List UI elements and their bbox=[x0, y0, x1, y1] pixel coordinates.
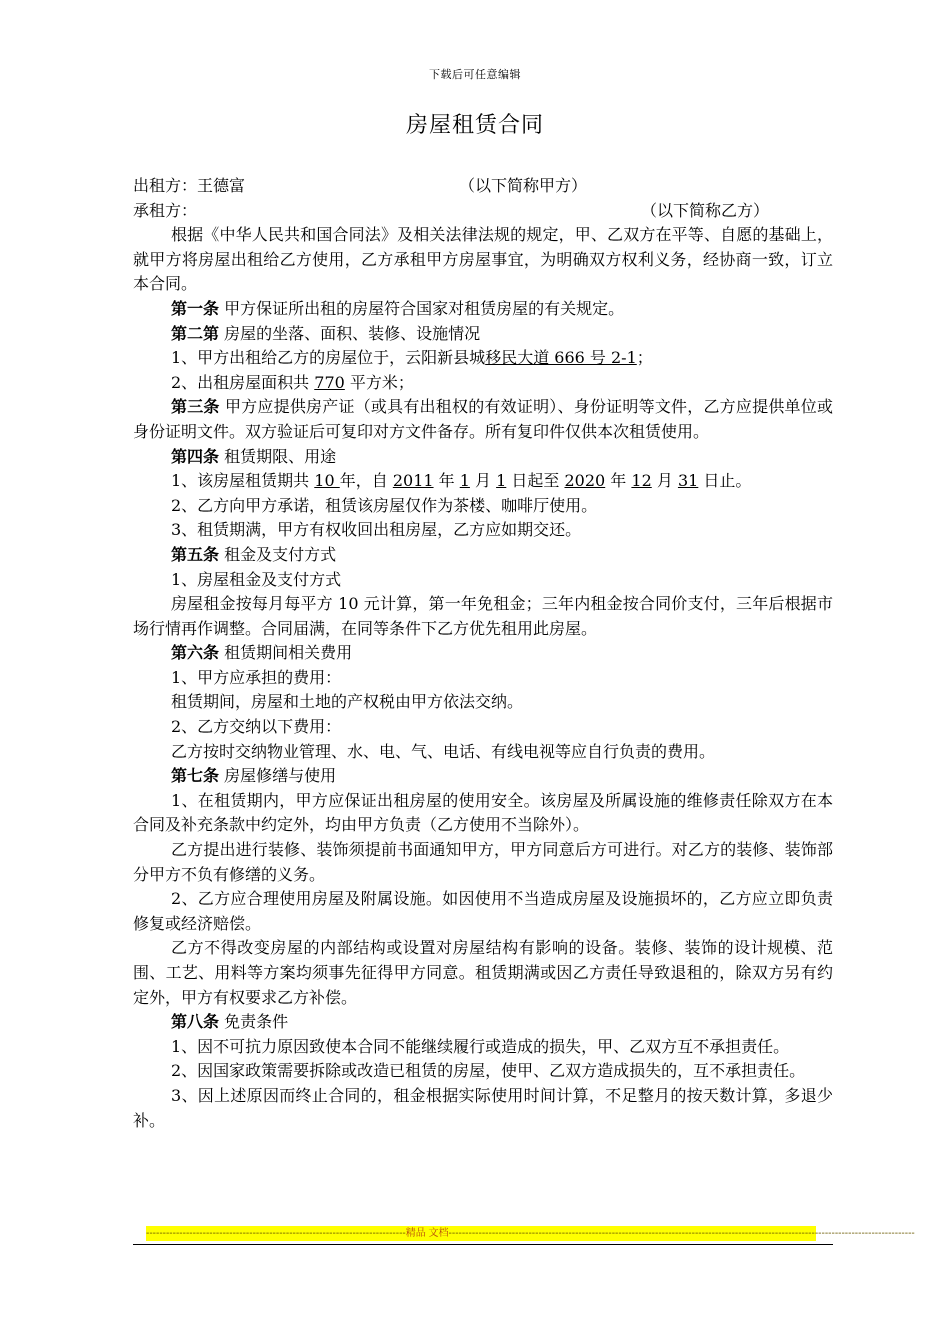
location-prefix: 1、甲方出租给乙方的房屋位于，云阳新县城 bbox=[171, 348, 486, 368]
article-4-item-3: 3、租赁期满，甲方有权收回出租房屋，乙方应如期交还。 bbox=[171, 520, 582, 540]
footer-dashes-left: ------------------------------------------------------------------------------ bbox=[146, 1228, 406, 1239]
article-6-text: 租赁期间相关费用 bbox=[219, 643, 353, 663]
article-8-paragraph-2: 2、因国家政策需要拆除或改造已租赁的房屋，使甲、乙双方造成损失的，互不承担责任。 bbox=[171, 1061, 806, 1081]
article-6-item-1: 1、甲方应承担的费用： bbox=[171, 667, 342, 687]
party-a-line bbox=[133, 174, 833, 199]
article-6-item-2-body: 乙方按时交纳物业管理、水、电、气、电话、有线电视等应自行负责的费用。 bbox=[171, 741, 716, 761]
start-year: 2011 bbox=[392, 471, 434, 491]
term-years-unit: 年，自 bbox=[339, 471, 393, 491]
article-3-heading: 第三条 bbox=[171, 397, 220, 417]
location-suffix: ； bbox=[636, 348, 653, 368]
article-1-heading: 第一条 bbox=[171, 298, 220, 318]
article-4-heading: 第四条 bbox=[171, 446, 220, 466]
start-day: 1 bbox=[496, 471, 507, 491]
article-7-paragraph-1: 1、在租赁期内，甲方应保证出租房屋的使用安全。该房屋及所属设施的维修责任除双方在本合同及补充条款中约定外，均由甲方负责（乙方使用不当除外）。 bbox=[133, 790, 833, 835]
start-month-unit: 月 bbox=[469, 471, 497, 491]
party-b-label: 承租方： bbox=[133, 200, 198, 220]
start-day-unit: 日起至 bbox=[506, 471, 565, 491]
end-year-unit: 年 bbox=[605, 471, 632, 491]
article-5-item-1: 1、房屋租金及支付方式 bbox=[171, 569, 342, 589]
end-month: 12 bbox=[631, 471, 652, 491]
article-6-item-2: 2、乙方交纳以下费用： bbox=[171, 717, 342, 737]
area-prefix: 2、出租房屋面积共 bbox=[171, 372, 315, 392]
term-years: 10 bbox=[314, 471, 340, 491]
contract-body bbox=[133, 174, 833, 1133]
article-6-heading: 第六条 bbox=[171, 643, 220, 663]
article-8 bbox=[133, 1010, 833, 1035]
article-7-paragraph-3: 2、乙方应合理使用房屋及附属设施。如因使用不当造成房屋及设施损坏的，乙方应立即负责修复或经济赔偿。 bbox=[133, 889, 833, 933]
article-7 bbox=[133, 764, 833, 789]
article-2-item-2 bbox=[133, 371, 833, 396]
preamble-paragraph: 根据《中华人民共和国合同法》及相关法律法规的规定，甲、乙双方在平等、自愿的基础上，就甲方将房屋出租给乙方使用，乙方承租甲方房屋事宜，为明确双方权利义务，经协商一致，订立本合同。 bbox=[133, 225, 833, 294]
start-year-unit: 年 bbox=[433, 471, 460, 491]
footer-dashes-right: -------------------------------------------------------------------------------------------------------------------------------------------- bbox=[448, 1228, 915, 1239]
area-suffix: 平方米； bbox=[344, 372, 414, 392]
article-2-text: 房屋的坐落、面积、装修、设施情况 bbox=[219, 323, 481, 343]
article-2 bbox=[133, 322, 833, 347]
article-3 bbox=[133, 395, 833, 444]
document-title: 房屋租赁合同 bbox=[405, 113, 544, 138]
party-a-note: （以下简称甲方） bbox=[459, 176, 588, 195]
article-8-paragraph-3: 3、因上述原因而终止合同的，租金根据实际使用时间计算，不足整月的按天数计算，多退少补。 bbox=[133, 1085, 833, 1130]
article-4-item-1 bbox=[133, 469, 833, 494]
property-area: 770 bbox=[314, 372, 345, 392]
article-1-text: 甲方保证所出租的房屋符合国家对租赁房屋的有关规定。 bbox=[219, 298, 625, 318]
end-month-unit: 月 bbox=[651, 471, 678, 491]
header-note: 下载后可任意编辑 bbox=[429, 68, 521, 81]
article-7-paragraph-4: 乙方不得改变房屋的内部结构或设置对房屋结构有影响的设备。装修、装饰的设计规模、范围、工艺、用料等方案均须事先征得甲方同意。租赁期满或因乙方责任导致退租的，除双方另有约定外，甲方有权要求乙方补偿。 bbox=[133, 938, 833, 1007]
party-b-note: （以下简称乙方） bbox=[641, 200, 770, 220]
article-7-paragraph-2: 乙方提出进行装修、装饰须提前书面通知甲方，甲方同意后方可进行。对乙方的装修、装饰部分甲方不负有修缮的义务。 bbox=[133, 840, 833, 884]
article-8-paragraph-1: 1、因不可抗力原因致使本合同不能继续履行或造成的损失，甲、乙双方互不承担责任。 bbox=[171, 1036, 790, 1056]
article-5 bbox=[133, 543, 833, 568]
article-4-text: 租赁期限、用途 bbox=[219, 446, 337, 466]
article-7-heading: 第七条 bbox=[171, 766, 220, 786]
article-8-heading: 第八条 bbox=[171, 1012, 220, 1032]
article-8-text: 免责条件 bbox=[219, 1012, 289, 1032]
end-day: 31 bbox=[677, 471, 699, 491]
article-5-body: 房屋租金按每月每平方 10 元计算，第一年免租金；三年内租金按合同价支付，三年后根据市场行情再作调整。合同届满，在同等条件下乙方优先租用此房屋。 bbox=[133, 594, 833, 638]
article-4-item-2: 2、乙方向甲方承诺，租赁该房屋仅作为茶楼、咖啡厅使用。 bbox=[171, 495, 598, 515]
article-4 bbox=[133, 445, 833, 470]
start-month: 1 bbox=[459, 471, 470, 491]
footer-rule bbox=[133, 1244, 833, 1245]
party-a-label: 出租方：王德富 bbox=[133, 176, 246, 195]
article-2-item-1 bbox=[133, 346, 833, 371]
end-day-unit: 日止。 bbox=[698, 471, 752, 491]
article-3-text: 甲方应提供房产证（或具有出租权的有效证明）、身份证明等文件，乙方应提供单位或身份证明文件。双方验证后可复印对方文件备存。所有复印件仅供本次租赁使用。 bbox=[133, 397, 833, 441]
article-5-heading: 第五条 bbox=[171, 544, 220, 564]
footer-banner bbox=[146, 1226, 915, 1241]
article-6-item-1-body: 租赁期间，房屋和土地的产权税由甲方依法交纳。 bbox=[171, 692, 524, 712]
party-b-line bbox=[133, 199, 833, 224]
article-2-heading: 第二第 bbox=[171, 323, 220, 343]
end-year: 2020 bbox=[564, 471, 606, 491]
footer-label: 精品 文档 bbox=[405, 1228, 449, 1239]
article-7-text: 房屋修缮与使用 bbox=[219, 766, 337, 786]
article-5-text: 租金及支付方式 bbox=[219, 544, 337, 564]
property-address: 移民大道 666 号 2-1 bbox=[485, 348, 637, 368]
article-6 bbox=[133, 641, 833, 666]
term-prefix: 1、该房屋租赁期共 bbox=[171, 471, 315, 491]
article-1 bbox=[133, 297, 833, 322]
